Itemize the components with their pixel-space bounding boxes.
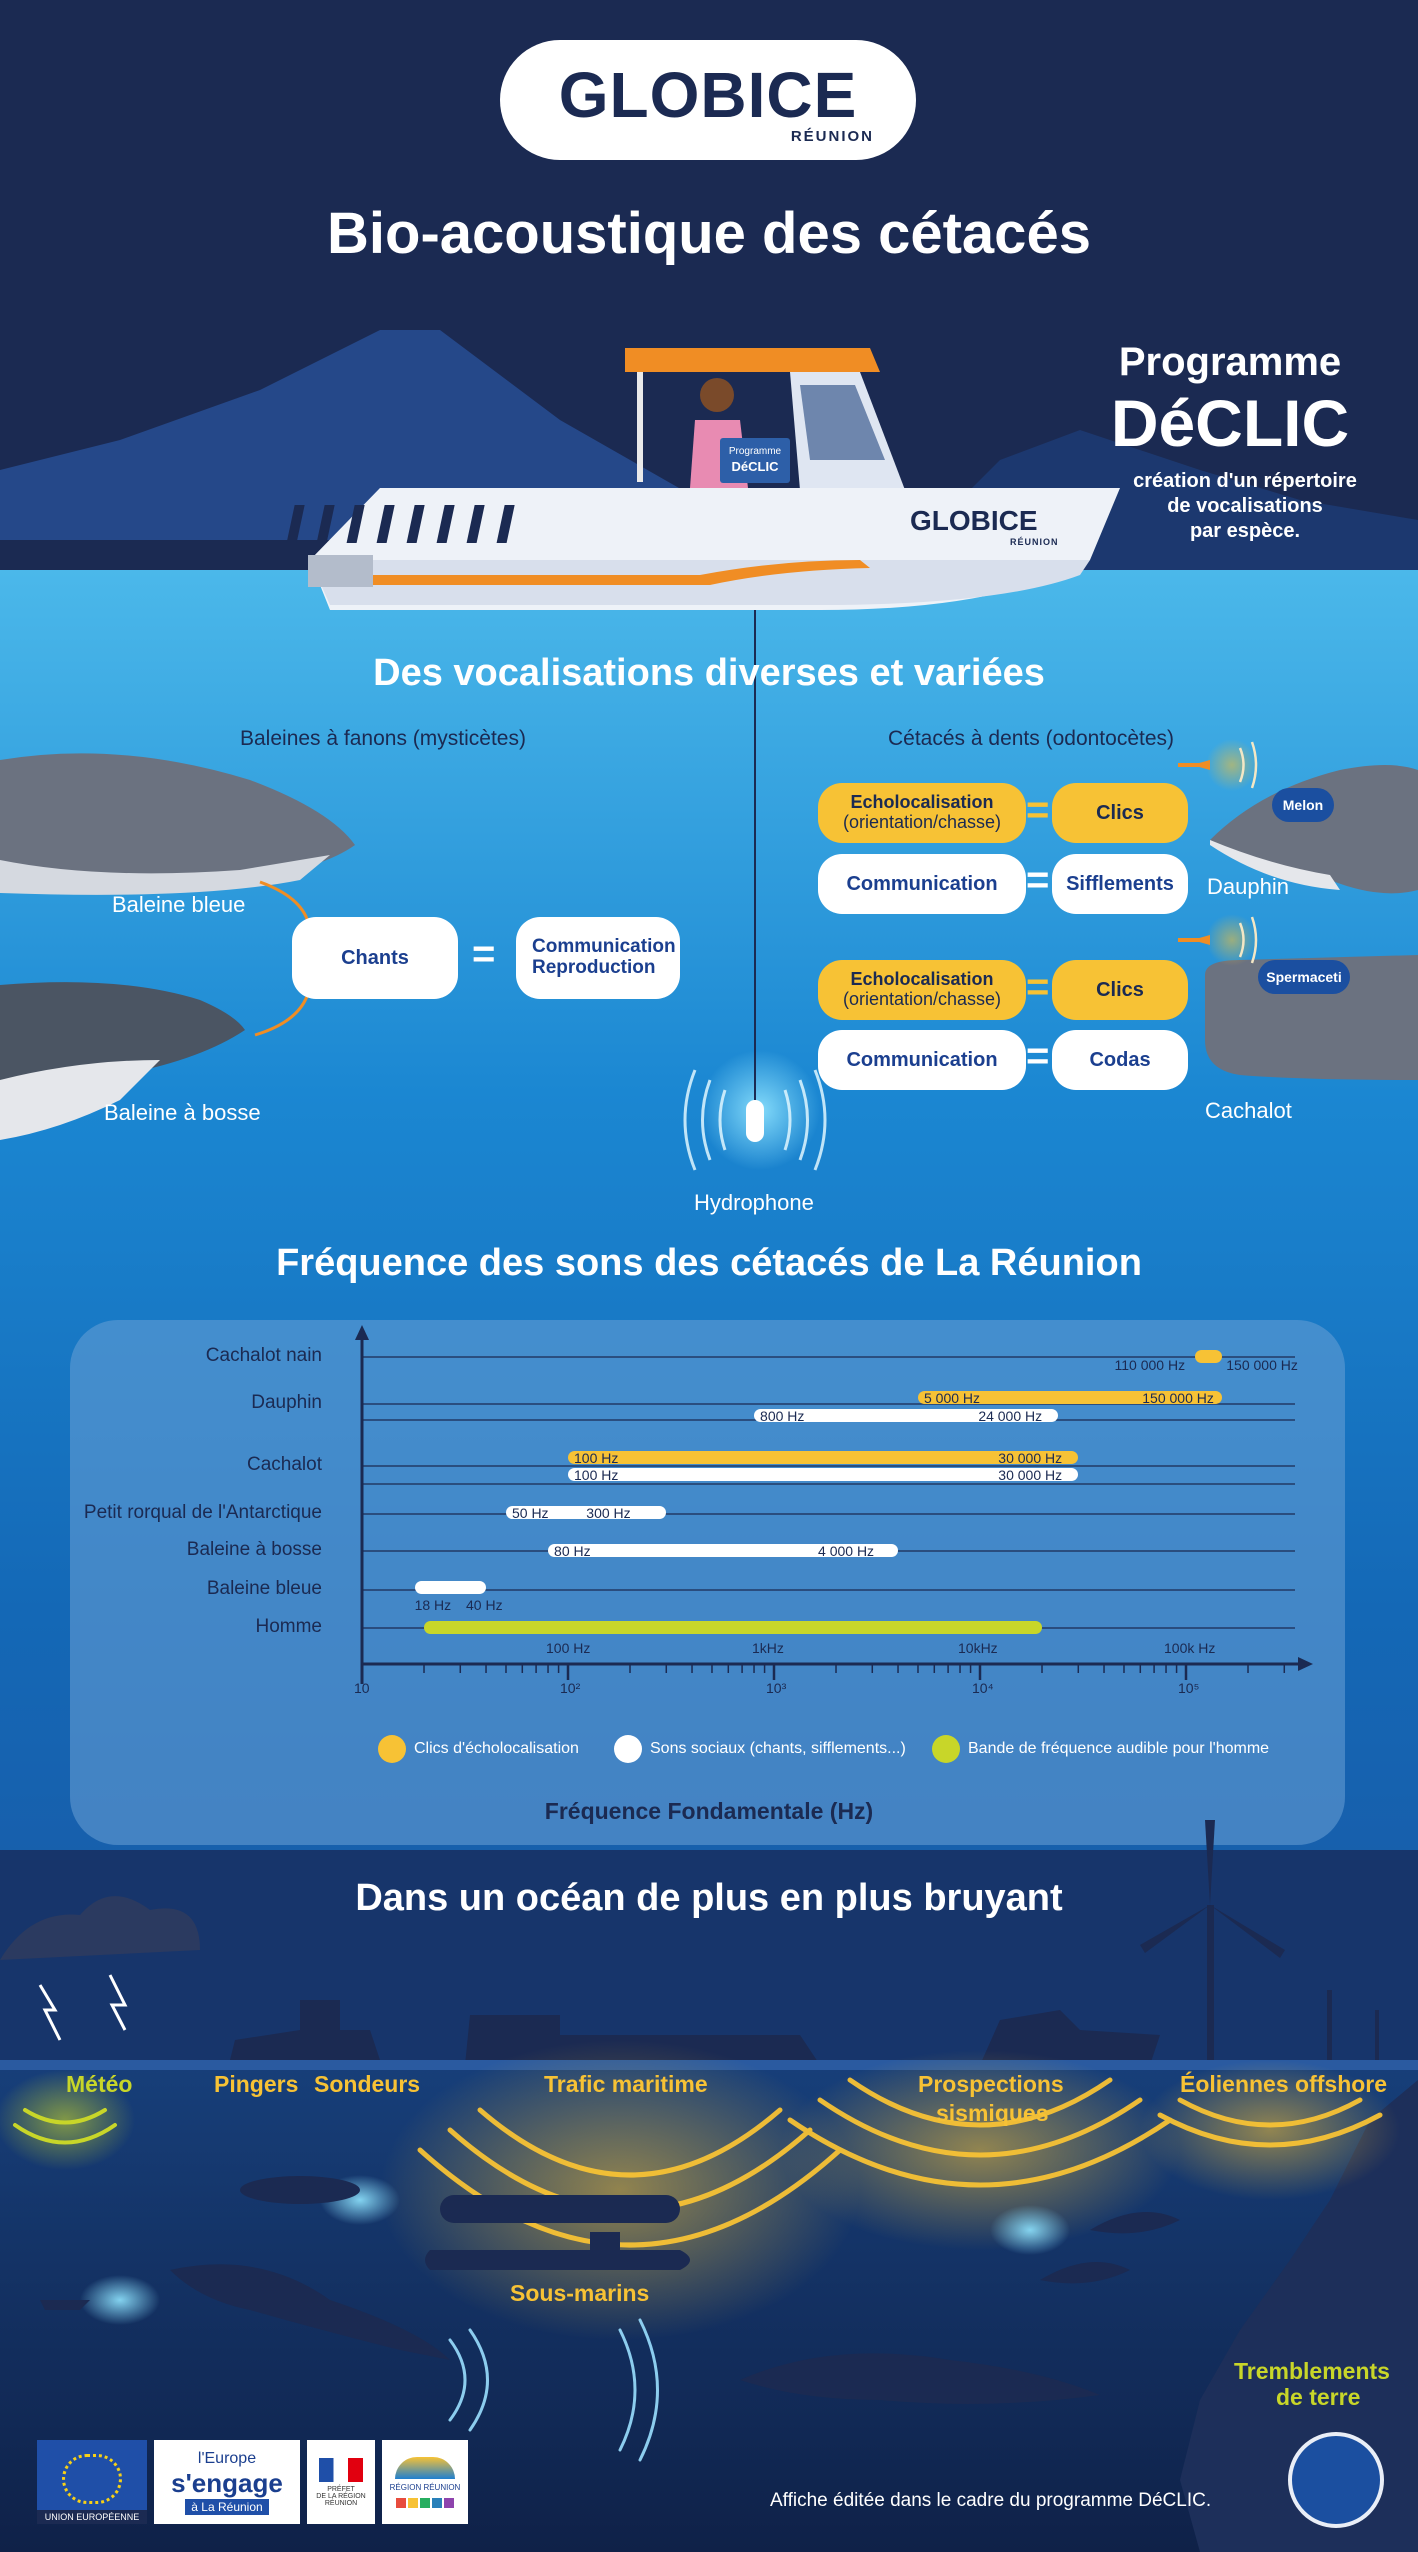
- programme-desc-2: de vocalisations: [1167, 495, 1323, 517]
- footer-credit: Affiche éditée dans le cadre du programme DéCLIC.: [770, 2490, 1212, 2511]
- bar-min-label: 110 000 Hz: [1114, 1357, 1186, 1373]
- bar-min-label: 18 Hz: [414, 1597, 452, 1613]
- species-label: Cachalot nain: [205, 1345, 322, 1366]
- eu-logo: [37, 2440, 147, 2524]
- echo-sub-text: (orientation/chasse): [842, 989, 1002, 1009]
- source-eoliennes: Éoliennes offshore: [1180, 2071, 1388, 2097]
- source-prospections-1: Prospections: [918, 2071, 1064, 2097]
- melon-badge: Melon: [1272, 788, 1334, 822]
- region-label: RÉGION RÉUNION: [389, 2482, 461, 2492]
- europe-line3: à La Réunion: [185, 2499, 268, 2515]
- equals-sign: =: [472, 932, 496, 976]
- boat-logo-sub: RÉUNION: [1010, 537, 1059, 547]
- page-title: Bio-acoustique des cétacés: [327, 201, 1091, 266]
- clics-pill-cachalot: Clics: [1052, 960, 1188, 1020]
- frequency-bar-clics: [1195, 1350, 1223, 1363]
- boat-logo: GLOBICE: [910, 505, 1038, 536]
- reproduction-text: Reproduction: [532, 957, 656, 978]
- frequency-bar-social: [415, 1581, 486, 1594]
- programme-label: Programme: [1118, 340, 1342, 384]
- frequency-bar-human: [424, 1621, 1042, 1634]
- bar-max-label: 150 000 Hz: [1142, 1390, 1214, 1406]
- europe-line2: s'engage: [171, 2467, 283, 2498]
- laptop-label-2: DéCLIC: [731, 459, 779, 474]
- species-label: Petit rorqual de l'Antarctique: [83, 1502, 322, 1523]
- source-tremblements-1: Tremblements: [1234, 2358, 1390, 2384]
- region-mountain-icon: [395, 2457, 455, 2479]
- cachalot-label: Cachalot: [1205, 1098, 1292, 1123]
- bar-max-label: 150 000 Hz: [1226, 1357, 1298, 1373]
- odontocetes-heading: Cétacés à dents (odontocètes): [888, 727, 1175, 750]
- legend-swatch: [378, 1735, 406, 1763]
- dauphin-label: Dauphin: [1207, 874, 1289, 899]
- prefet-logo: [307, 2440, 375, 2524]
- frequency-section-title: Fréquence des sons des cétacés de La Réunion: [276, 1242, 1142, 1284]
- globice-logo: [500, 40, 916, 160]
- source-sondeurs: Sondeurs: [314, 2071, 421, 2097]
- prefet-line2: DE LA RÉGION: [316, 2492, 366, 2500]
- decade-tick-label: 10: [354, 1680, 370, 1696]
- programme-name: DéCLIC: [1110, 386, 1350, 460]
- programme-desc-3: par espèce.: [1189, 520, 1301, 542]
- bar-min-label: 100 Hz: [574, 1450, 619, 1466]
- eu-stars-icon: [62, 2454, 122, 2504]
- baleine-bleue-label: Baleine bleue: [112, 892, 246, 917]
- laptop-label-1: Programme: [728, 446, 782, 457]
- bar-min-label: 800 Hz: [760, 1408, 805, 1424]
- bar-max-label: 24 000 Hz: [978, 1408, 1043, 1424]
- equals-sign: =: [1026, 965, 1050, 1009]
- globice-logo-sub: RÉUNION: [790, 128, 874, 145]
- europe-engage-logo: [154, 2440, 300, 2524]
- bar-max-label: 30 000 Hz: [998, 1467, 1063, 1483]
- equals-sign: =: [1026, 1034, 1050, 1078]
- communication-reproduction-pill: [516, 917, 680, 999]
- region-color-bars: [396, 2498, 454, 2508]
- legend-label: Clics d'écholocalisation: [414, 1740, 579, 1757]
- legend-swatch: [932, 1735, 960, 1763]
- equals-sign: =: [1026, 788, 1050, 832]
- noise-section-title: Dans un océan de plus en plus bruyant: [355, 1877, 1063, 1919]
- bar-max-label: 30 000 Hz: [998, 1450, 1063, 1466]
- legend-label: Bande de fréquence audible pour l'homme: [968, 1740, 1270, 1757]
- chants-pill: Chants: [292, 917, 458, 999]
- bar-min-label: 80 Hz: [554, 1543, 591, 1559]
- echo-text: Echolocalisation: [850, 792, 994, 813]
- equals-sign: =: [1026, 858, 1050, 902]
- decade-tick-label: 10⁵: [1178, 1680, 1200, 1696]
- submarine: [440, 2195, 680, 2223]
- species-label: Homme: [255, 1616, 322, 1637]
- species-label: Cachalot: [247, 1454, 322, 1475]
- vocal-section-title: Des vocalisations diverses et variées: [373, 652, 1045, 694]
- marianne-icon: [319, 2458, 363, 2482]
- region-reunion-logo: [382, 2440, 468, 2524]
- hydrophone-label: Hydrophone: [694, 1190, 814, 1215]
- echolocalisation-pill-cachalot: [818, 960, 1026, 1020]
- echo-sub-text: (orientation/chasse): [842, 812, 1002, 832]
- source-prospections-2: sismiques: [936, 2100, 1049, 2126]
- source-tremblements-2: de terre: [1276, 2384, 1361, 2410]
- legend-swatch: [614, 1735, 642, 1763]
- programme-desc-1: création d'un répertoire: [1133, 470, 1357, 492]
- clics-pill-dauphin: Clics: [1052, 783, 1188, 843]
- decade-name-label: 100 Hz: [546, 1640, 591, 1656]
- source-sous-marins: Sous-marins: [510, 2280, 650, 2306]
- eu-label: UNION EUROPÉENNE: [37, 2510, 147, 2524]
- decade-name-label: 100k Hz: [1164, 1640, 1216, 1656]
- frequency-axis-title: Fréquence Fondamentale (Hz): [544, 1798, 874, 1824]
- communication-pill-cachalot: Communication: [818, 1030, 1026, 1090]
- sifflements-pill: Sifflements: [1052, 854, 1188, 914]
- decade-tick-label: 10⁴: [972, 1680, 994, 1696]
- species-label: Baleine à bosse: [186, 1539, 322, 1560]
- bar-min-label: 50 Hz: [511, 1505, 549, 1521]
- prefet-line3: RÉUNION: [324, 2499, 358, 2507]
- decade-name-label: 10kHz: [958, 1640, 998, 1656]
- codas-pill: Codas: [1052, 1030, 1188, 1090]
- species-label: Baleine bleue: [206, 1578, 322, 1599]
- echolocalisation-pill-dauphin: [818, 783, 1026, 843]
- bar-min-label: 100 Hz: [574, 1467, 619, 1483]
- mysticetes-heading: Baleines à fanons (mysticètes): [240, 727, 526, 750]
- source-pingers: Pingers: [214, 2071, 299, 2097]
- decade-tick-label: 10²: [560, 1680, 581, 1696]
- bar-max-label: 300 Hz: [586, 1505, 631, 1521]
- species-label: Dauphin: [251, 1392, 322, 1413]
- declic-seal-icon: [1288, 2432, 1384, 2528]
- legend-label: Sons sociaux (chants, sifflements...): [650, 1740, 906, 1757]
- baleine-bosse-label: Baleine à bosse: [104, 1100, 261, 1125]
- bar-min-label: 5 000 Hz: [923, 1390, 981, 1406]
- decade-name-label: 1kHz: [752, 1640, 784, 1656]
- communication-pill-dauphin: Communication: [818, 854, 1026, 914]
- prefet-line1: PRÉFET: [327, 2485, 355, 2493]
- communication-text: Communication: [532, 936, 676, 958]
- bar-max-label: 40 Hz: [466, 1597, 503, 1613]
- globice-logo-text: GLOBICE: [558, 59, 858, 131]
- bar-max-label: 4 000 Hz: [818, 1543, 875, 1559]
- europe-line1: l'Europe: [197, 2449, 257, 2467]
- source-trafic: Trafic maritime: [544, 2071, 708, 2097]
- echo-text: Echolocalisation: [850, 969, 994, 990]
- source-meteo: Météo: [66, 2071, 133, 2097]
- spermaceti-badge: Spermaceti: [1258, 960, 1350, 994]
- decade-tick-label: 10³: [766, 1680, 787, 1696]
